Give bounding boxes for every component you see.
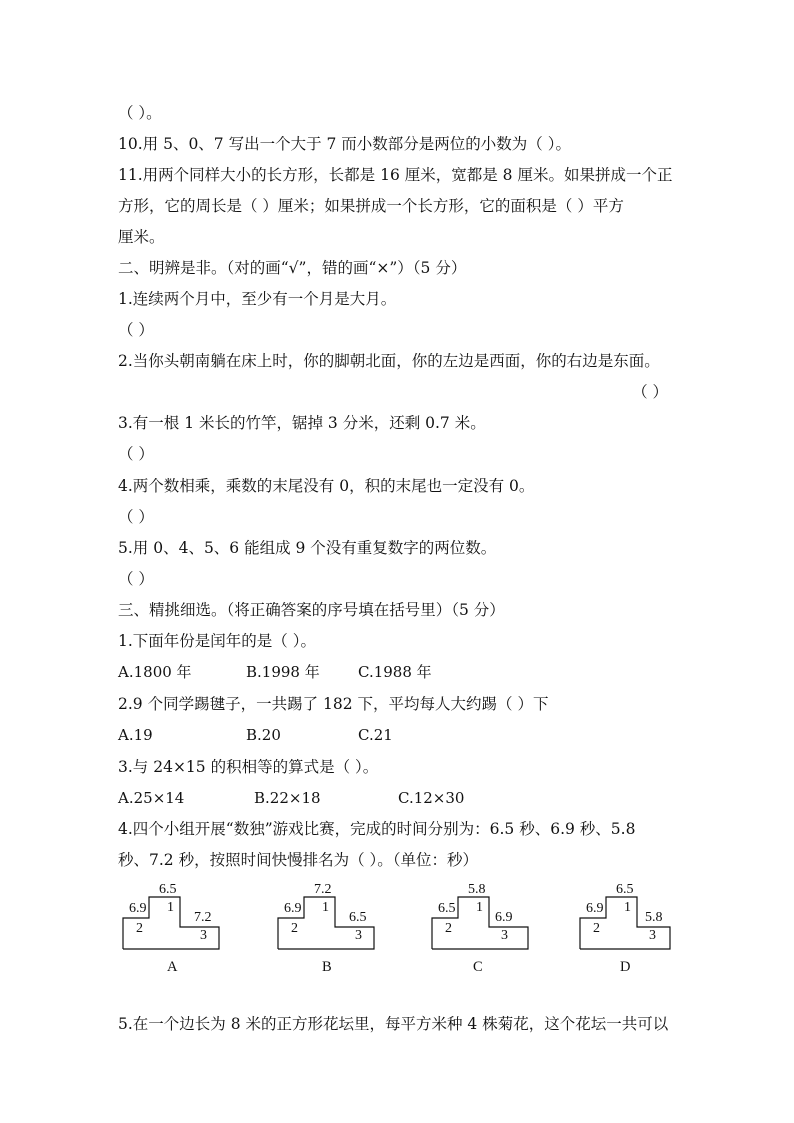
judge-3-parens: （ ） xyxy=(118,445,154,463)
podium-figure-c xyxy=(431,882,541,974)
podium-rank-2: 2 xyxy=(291,921,298,936)
choice-4-line-2: 秒、7.2 秒，按照时间快慢排名为（ ）。（单位：秒） xyxy=(118,851,479,869)
podium-rank-2: 2 xyxy=(445,921,452,936)
judge-4-parens: （ ） xyxy=(118,508,154,526)
choice-2-option-c: C.21 xyxy=(358,726,393,744)
judge-3: 3.有一根 1 米长的竹竿，锯掉 3 分米，还剩 0.7 米。 xyxy=(118,414,486,432)
judge-5-parens: （ ） xyxy=(118,570,154,588)
podium-rank-1: 1 xyxy=(476,900,483,915)
podium-rank-1: 1 xyxy=(624,900,631,915)
podium-first-time: 5.8 xyxy=(468,882,486,897)
podium-third-time: 7.2 xyxy=(194,910,212,925)
choice-4-line-1: 4.四个小组开展“数独”游戏比赛，完成的时间分别为：6.5 秒、6.9 秒、5.8 xyxy=(118,820,636,838)
judge-5: 5.用 0、4、5、6 能组成 9 个没有重复数字的两位数。 xyxy=(118,539,497,557)
podium-second-time: 6.9 xyxy=(284,901,302,916)
choice-1-option-c: C.1988 年 xyxy=(358,663,432,681)
judge-2-parens: （ ） xyxy=(632,383,668,401)
choice-2-option-a: A.19 xyxy=(118,726,153,744)
podium-rank-2: 2 xyxy=(593,921,600,936)
podium-label: D xyxy=(620,959,631,975)
choice-5: 5.在一个边长为 8 米的正方形花坛里，每平方米种 4 株菊花，这个花坛一共可以 xyxy=(118,1015,669,1033)
choice-1-option-a: A.1800 年 xyxy=(118,663,192,681)
podium-rank-3: 3 xyxy=(649,928,656,943)
podium-second-time: 6.5 xyxy=(438,901,456,916)
podium-label: A xyxy=(167,959,178,975)
podium-label: C xyxy=(473,959,483,975)
podium-first-time: 6.5 xyxy=(159,882,177,897)
question-11-line-3: 厘米。 xyxy=(118,228,165,246)
choice-3-option-b: B.22×18 xyxy=(254,789,321,807)
podium-third-time: 6.9 xyxy=(495,910,513,925)
question-11-line-2: 方形，它的周长是（ ）厘米；如果拼成一个长方形，它的面积是（ ）平方 xyxy=(118,197,624,215)
choice-1-option-b: B.1998 年 xyxy=(246,663,320,681)
podium-rank-1: 1 xyxy=(167,900,174,915)
podium-label: B xyxy=(322,959,332,975)
podium-figure-a xyxy=(122,882,232,974)
podium-figure-d xyxy=(579,882,689,974)
podium-figure-b xyxy=(277,882,387,974)
question-11-line-1: 11.用两个同样大小的长方形，长都是 16 厘米，宽都是 8 厘米。如果拼成一个正 xyxy=(118,166,673,184)
choice-3: 3.与 24×15 的积相等的算式是（ ）。 xyxy=(118,758,379,776)
podium-third-time: 5.8 xyxy=(645,910,663,925)
podium-rank-3: 3 xyxy=(501,928,508,943)
answer-blank-line: （ ）。 xyxy=(118,104,162,122)
judge-2: 2.当你头朝南躺在床上时，你的脚朝北面，你的左边是西面，你的右边是东面。 xyxy=(118,352,660,370)
choice-2: 2.9 个同学踢毽子，一共踢了 182 下，平均每人大约踢（ ）下 xyxy=(118,695,549,713)
choice-2-option-b: B.20 xyxy=(246,726,281,744)
podium-second-time: 6.9 xyxy=(129,901,147,916)
podium-second-time: 6.9 xyxy=(586,901,604,916)
question-10: 10.用 5、0、7 写出一个大于 7 而小数部分是两位的小数为（ ）。 xyxy=(118,135,571,153)
section-3-heading: 三、精挑细选。（将正确答案的序号填在括号里）（5 分） xyxy=(118,601,505,619)
choice-3-option-a: A.25×14 xyxy=(118,789,185,807)
judge-4: 4.两个数相乘，乘数的末尾没有 0，积的末尾也一定没有 0。 xyxy=(118,477,535,495)
judge-1: 1.连续两个月中，至少有一个月是大月。 xyxy=(118,290,397,308)
judge-1-parens: （ ） xyxy=(118,321,154,339)
podium-rank-3: 3 xyxy=(355,928,362,943)
choice-1: 1.下面年份是闰年的是（ ）。 xyxy=(118,632,316,650)
podium-rank-3: 3 xyxy=(200,928,207,943)
choice-3-option-c: C.12×30 xyxy=(398,789,465,807)
podium-rank-2: 2 xyxy=(136,921,143,936)
podium-rank-1: 1 xyxy=(322,900,329,915)
section-2-heading: 二、明辨是非。（对的画“√”，错的画“×”）（5 分） xyxy=(118,259,467,277)
podium-first-time: 6.5 xyxy=(616,882,634,897)
podium-first-time: 7.2 xyxy=(314,882,332,897)
podium-third-time: 6.5 xyxy=(349,910,367,925)
